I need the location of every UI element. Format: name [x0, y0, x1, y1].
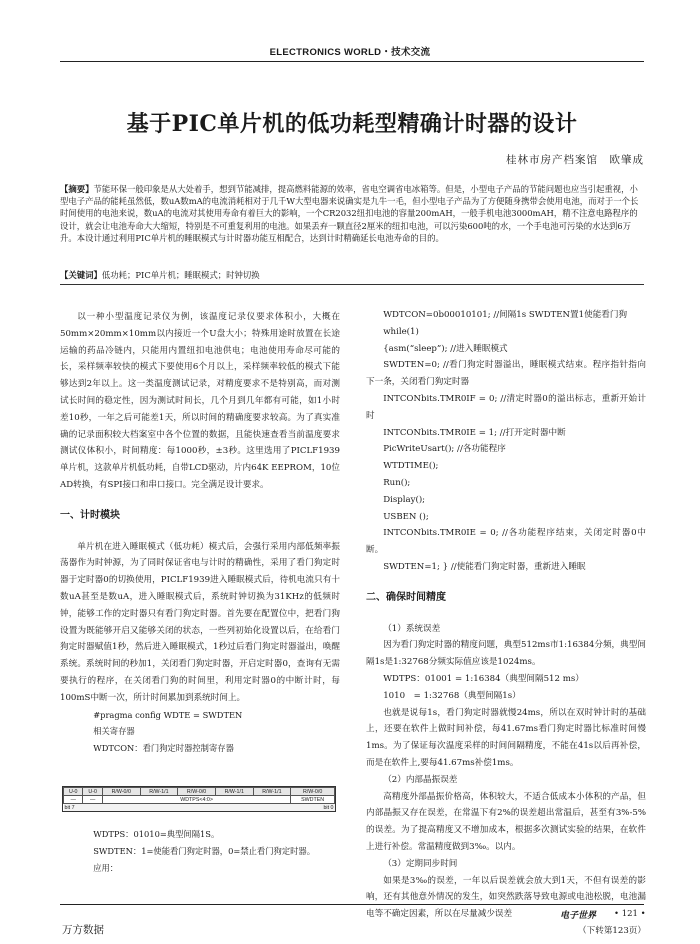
code-line: 应用： [93, 862, 119, 873]
section-1-heading: 一、计时模块 [60, 509, 120, 521]
abstract-rule [60, 284, 644, 285]
reg-field-cell: WDTPS<4:0> [102, 796, 290, 804]
code-line: WDTCON=0b00010101; //间隔1s SWDTEN置1使能看门狗 [383, 310, 628, 320]
code-line: SWDTEN=0; //看门狗定时器溢出，睡眠模式结束。程序指针指向下一条，关闭看门狗定时器 [366, 360, 646, 388]
formula-line: 1010 = 1:32768（典型间隔1s） [383, 690, 521, 701]
code-line: while(1) [383, 326, 419, 337]
section-2-heading: 二、确保时间精度 [366, 591, 446, 603]
reg-bit-cell: R/W-0/0 [178, 788, 216, 796]
subheading: （3）定期同步时间 [383, 858, 458, 869]
reg-bit-cell: U-0 [83, 788, 102, 796]
right-column [366, 307, 646, 940]
body-paragraph: 因为看门狗定时器的精度问题，典型512ms市1:16384分频，典型间隔1s是1:32768分频实际值应该是1024ms。 [366, 640, 646, 668]
abstract [60, 183, 644, 244]
continuation-note: （下转第123页） [578, 925, 646, 936]
reg-field-cell: — [64, 796, 83, 804]
code-line: WDTPS：01010=典型间隔1S。 [93, 829, 220, 839]
body-paragraph: 高精度外部晶振价格高，体积较大，不适合低成本小体积的产品，但内部晶振又存在误差，在常温下有2%的误差超出常温后，甚至有3%-5%的误差。为了提高精度又不增加成本，根据多次测试实验的结果，在软件上进行补偿。常温精度做到3‰。以内。 [366, 791, 646, 852]
reg-bit-cell: R/W-0/0 [102, 788, 140, 796]
author-line: 桂林市房产档案馆 欧肇成 [506, 154, 644, 166]
reg-bit-cell: R/W-1/1 [215, 788, 253, 796]
code-line: SWDTEN=1; } //使能看门狗定时器，重新进入睡眠 [383, 561, 586, 572]
keywords-text: 低功耗；PIC单片机；睡眠模式；时钟切换 [101, 270, 260, 280]
formula-line: WDTPS：01001 = 1:16384（典型间隔512 ms） [383, 673, 584, 684]
code-line: {asm(“sleep”); //进入睡眠模式 [383, 343, 508, 354]
source-watermark: 万方数据 [62, 924, 104, 936]
header-rule [60, 61, 644, 62]
wdtcon-register-table [62, 786, 336, 812]
journal-logo: 电子世界 [560, 910, 597, 920]
code-line: SWDTEN：1=使能看门狗定时器，0=禁止看门狗定时器。 [93, 845, 316, 856]
footer-rule [60, 904, 644, 905]
code-line: WTDTIME(); [383, 461, 439, 472]
code-line: Display(); [383, 494, 426, 505]
body-paragraph: 也就是说每1s，看门狗定时器就慢24ms，所以在双时钟计时的基础上，还要在软件上做时间补偿，每41.67ms看门狗定时器比标准时间慢1ms。为了保证每次温度采样的时间间隔精度，不能在41s以后再补偿，而是在软件上,要每41.67ms补偿1ms。 [366, 707, 646, 768]
keywords-label: 【关键词】 [60, 270, 102, 280]
code-line: INTCONbits.TMR0IE = 1; //打开定时器中断 [383, 427, 566, 438]
code-line: WDTCON：看门狗定时器控制寄存器 [93, 743, 234, 754]
reg-field-cell: — [83, 796, 102, 804]
abstract-label: 【摘要】 [60, 184, 94, 194]
reg-bit7-label: bit 7 [64, 804, 178, 812]
left-column [60, 309, 340, 757]
reg-bit-cell: R/W-0/0 [291, 788, 335, 796]
reg-bit-cell: R/W-1/1 [140, 788, 178, 796]
code-line: INTCONbits.TMR0IF = 0; //清定时器0的溢出标志，重新开始计时 [366, 393, 646, 421]
subheading: （2）内部晶振误差 [383, 774, 458, 785]
paper-title: 基于PIC单片机的低功耗型精确计时器的设计 [126, 111, 578, 137]
reg-field-cell: SWDTEN [291, 796, 335, 804]
code-line: USBEN (); [383, 511, 429, 522]
code-line: PicWriteUsart(); //各功能程序 [383, 444, 506, 455]
journal-header: ELECTRONICS WORLD・技术交流 [269, 47, 431, 58]
code-line: INTCONbits.TMR0IE = 0; //各功能程序结束，关闭定时器0中断。 [366, 528, 646, 556]
code-line: 相关寄存器 [93, 726, 135, 737]
keywords [60, 269, 644, 281]
body-paragraph: 如果是3‰的误差，一年以后误差就会放大到1天，不但有误差的影响，还有其他意外情况的发生，如突然跌落导致电源或电池松脱，电池漏电等不确定因素，所以在尽量减少误差 [366, 875, 646, 920]
page-number: • 121 • [614, 909, 646, 919]
code-line: #pragma config WDTE = SWDTEN [93, 709, 243, 720]
intro-paragraph: 以一种小型温度记录仪为例，该温度记录仪要求体积小，大概在50mm×20mm×10mm以内接近一个U盘大小；特殊用途时放置在长途运输的药品冷链内，只能用内置纽扣电池供电；电池使用寿命尽可能的长，采样频率较快的模式下要使用6个月以上，采样频率较低的模式下能够达到2年以上。这一类温度测试记录，对精度要求不是特别高，而对测试长时间的稳定性，因为测试时间长，几个月到几年都有可能，如1小时差10秒，一年之后可能差1天，所以时间的精确度要求较高。为了真实准确的记录面积较大档案室中各个位置的数据，且能快速查看当前温度要求测试仪体积小，时间精度：每1000秒，±3秒。这里选用了PICLF1939单片机，这款单片机低功耗，自带LCD驱动，片内64K EEPROM，10位AD转换，有SPI接口和串口接口。完全满足设计要求。 [60, 312, 340, 490]
reg-bit-cell: R/W-1/1 [253, 788, 291, 796]
subheading: （1）系统误差 [383, 623, 441, 634]
left-column-tail [60, 826, 340, 876]
reg-bit-cell: U-0 [64, 788, 83, 796]
code-line: Run(); [383, 477, 411, 488]
reg-bit0-label: bit 0 [178, 804, 335, 812]
timer-paragraph: 单片机在进入睡眠模式（低功耗）模式后，会强行采用内部低频率振荡器作为时钟源，为了同时保证省电与计时的精确性，采用了看门狗定时器于定时器0的切换使用，PICLF1939进入睡眠模式后，待机电流只有十数uA甚至是数uA，进入睡眠模式后，系统时钟切换为31KHz的低频时钟，能够工作的定时器只有看门狗定时器。首先要在配置位中，把看门狗设置为既能够开启又能够关闭的状态，一些列初始化设置以后，在给看门狗定时器赋值1秒，然后进入睡眠模式，1秒过后看门狗定时器溢出，唤醒系统。系统时间的秒加1，关闭看门狗定时器，开启定时器0，查询有无需要执行的程序，在关闭看门狗的时间里，利用定时器0的中断计时，每100mS中断一次，所计时间累加到系统时间上。 [60, 541, 340, 703]
abstract-text: 节能环保一般印象是从大处着手，想到节能减排，提高燃料能源的效率，省电空调省电冰箱等。但是，小型电子产品的节能问题也应当引起重视，小型电子产品的能耗虽然低，数uA数mA的电流消耗相对于几千W大型电器来说确实是九牛一毛，但小型电子产品为了方便随身携带会使用电池，而对于一个长时间使用的电池来说，数uA的电流对其使用寿命有着巨大的影响，一个CR2032纽扣电池的容量200mAH，一般手机电池3000mAH，精不注意电路程序的设计，就会让电池寿命大大缩短，特别是不可重复利用的电池。如果丢弃一颗直径2厘米的纽扣电池，可以污染600吨的水，一个手电池可污染的水达到6万升。本设计通过利用PIC单片机的睡眠模式与计时器功能互相配合，达到计时精确延长电池寿命的目的。 [60, 184, 639, 243]
